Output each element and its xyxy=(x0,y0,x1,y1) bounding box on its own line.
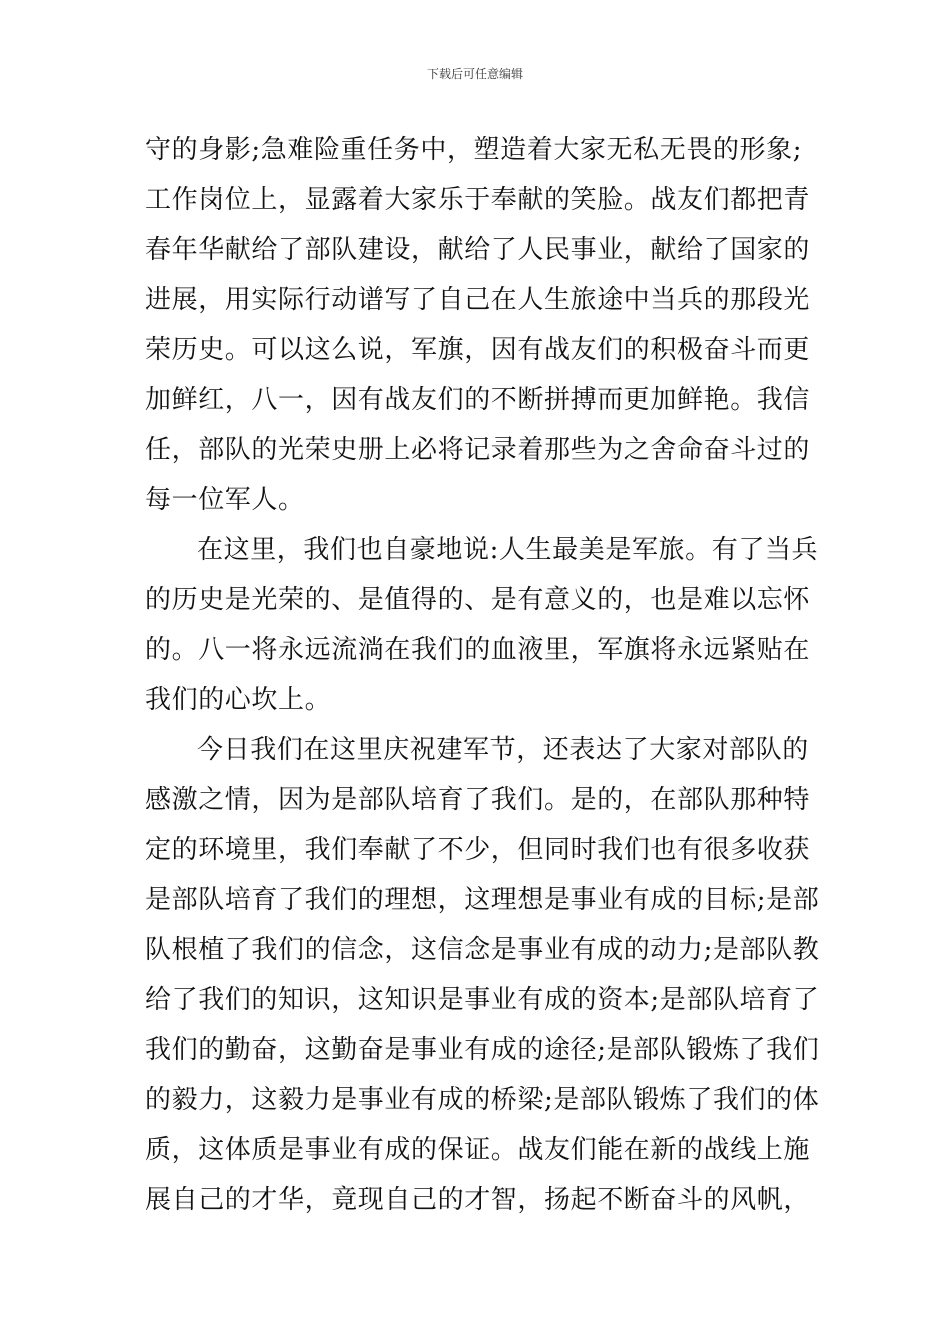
text-line: 我们的心坎上。 xyxy=(145,685,332,715)
paragraph-first-line: 在这里，我们也自豪地说:人生最美是军旅。有了当兵 xyxy=(197,535,819,565)
text-line: 每一位军人。 xyxy=(145,485,305,515)
text-line: 的历史是光荣的、是值得的、是有意义的，也是难以忘怀 xyxy=(145,585,811,615)
text-line: 荣历史。可以这么说，军旗，因有战友们的积极奋斗而更 xyxy=(145,335,811,365)
text-line: 我们的勤奋，这勤奋是事业有成的途径;是部队锻炼了我们 xyxy=(145,1035,820,1065)
text-line: 任，部队的光荣史册上必将记录着那些为之舍命奋斗过的 xyxy=(145,435,811,465)
text-line: 进展，用实际行动谱写了自己在人生旅途中当兵的那段光 xyxy=(145,285,811,315)
text-line: 的毅力，这毅力是事业有成的桥梁;是部队锻炼了我们的体 xyxy=(145,1085,820,1115)
text-line: 的。八一将永远流淌在我们的血液里，军旗将永远紧贴在 xyxy=(145,635,811,665)
text-line: 定的环境里，我们奉献了不少，但同时我们也有很多收获 xyxy=(145,835,811,865)
text-line: 队根植了我们的信念，这信念是事业有成的动力;是部队教 xyxy=(145,935,820,965)
document-body xyxy=(145,125,820,1225)
text-line: 工作岗位上，显露着大家乐于奉献的笑脸。战友们都把青 xyxy=(145,185,811,215)
text-line: 守的身影;急难险重任务中，塑造着大家无私无畏的形象; xyxy=(145,135,803,165)
paragraph-first-line: 今日我们在这里庆祝建军节，还表达了大家对部队的 xyxy=(197,735,809,765)
text-line: 质，这体质是事业有成的保证。战友们能在新的战线上施 xyxy=(145,1135,811,1165)
page-header: 下载后可任意编辑 xyxy=(426,67,523,81)
text-line: 是部队培育了我们的理想，这理想是事业有成的目标;是部 xyxy=(145,885,820,915)
text-line: 加鲜红，八一，因有战友们的不断拼搏而更加鲜艳。我信 xyxy=(145,385,811,415)
text-line: 感激之情，因为是部队培育了我们。是的，在部队那种特 xyxy=(145,785,811,815)
text-line: 展自己的才华，竟现自己的才智，扬起不断奋斗的风帆， xyxy=(145,1185,811,1215)
text-line: 给了我们的知识，这知识是事业有成的资本;是部队培育了 xyxy=(145,985,820,1015)
text-line: 春年华献给了部队建设，献给了人民事业，献给了国家的 xyxy=(145,235,811,265)
